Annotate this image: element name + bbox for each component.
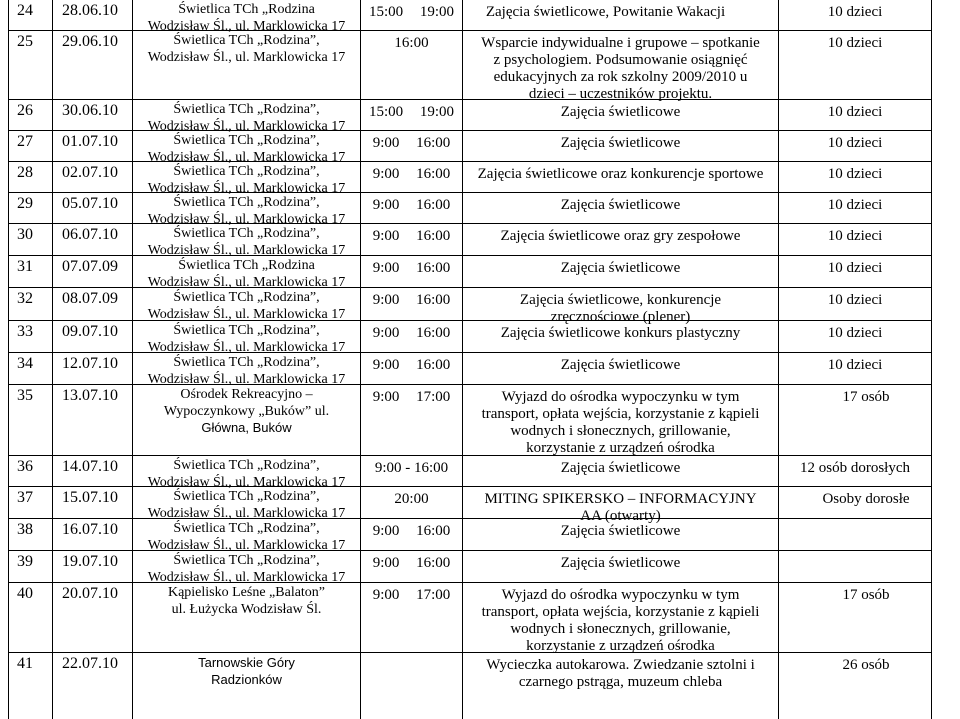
row-number: 37: [9, 487, 53, 518]
location-line: Tarnowskie Góry: [198, 655, 295, 670]
activity-line: Zajęcia świetlicowe: [560, 523, 681, 539]
participants-cell: 10 dzieci: [827, 135, 883, 151]
location-line: Wodzisław Śl., ul. Marklowicka 17: [147, 242, 346, 258]
activity-cell: [463, 131, 779, 161]
participants-cell: 10 dzieci: [827, 357, 883, 373]
participants-cell: 10 dzieci: [827, 325, 883, 341]
activity-line: Zajęcia świetlicowe, Powitanie Wakacji: [485, 4, 726, 20]
participants-cell: 10 dzieci: [827, 260, 883, 276]
table-row: [9, 583, 931, 653]
time-cell: 15:00 19:00: [361, 0, 463, 30]
location-cell: [133, 131, 361, 165]
activity-line: MITING SPIKERSKO – INFORMACYJNY: [484, 491, 757, 507]
row-number: 40: [9, 583, 53, 652]
activity-cell: [463, 162, 779, 192]
time-cell: 9:00 17:00: [361, 583, 463, 652]
location-line: Radzionków: [211, 671, 282, 687]
location-line: Wodzisław Śl., ul. Marklowicka 17: [147, 339, 346, 355]
activity-line: Zajęcia świetlicowe konkurs plastyczny: [500, 325, 741, 341]
row-number: 30: [9, 224, 53, 255]
location-cell: [133, 256, 361, 290]
time-cell: 9:00 16:00: [361, 131, 463, 161]
time-cell: 9:00 17:00: [361, 385, 463, 455]
location-line: Świetlica TCh „Rodzina”,: [173, 323, 320, 338]
location-line: Wodzisław Śl., ul. Marklowicka 17: [147, 537, 346, 553]
table-row: [9, 0, 931, 34]
activity-line: Zajęcia świetlicowe oraz konkurencje sportowe: [477, 166, 764, 182]
time-cell: 9:00 16:00: [361, 224, 463, 255]
row-date: 13.07.10: [53, 385, 133, 455]
location-line: Wodzisław Śl., ul. Marklowicka 17: [147, 18, 346, 34]
row-date: 20.07.10: [53, 583, 133, 652]
participants-cell: 10 dzieci: [827, 4, 883, 20]
row-number: 29: [9, 193, 53, 223]
location-cell: [133, 456, 361, 490]
location-cell: [133, 519, 361, 553]
activity-cell: [463, 456, 779, 486]
activity-line: wodnych i słonecznych, grillowanie,: [510, 423, 731, 439]
participants-cell: 10 dzieci: [827, 104, 883, 120]
row-date: 28.06.10: [53, 0, 133, 30]
activity-line: transport, opłata wejścia, korzystanie z kąpieli: [481, 406, 760, 422]
participants-cell: 26 osób: [842, 657, 890, 673]
row-number: 41: [9, 653, 53, 719]
table-row: [9, 487, 931, 524]
location-line: Świetlica TCh „Rodzina”,: [173, 133, 320, 148]
time-cell: 9:00 16:00: [361, 353, 463, 384]
location-line: Wodzisław Śl., ul. Marklowicka 17: [147, 274, 346, 290]
activity-line: Wsparcie indywidualne i grupowe – spotkanie: [481, 35, 760, 51]
location-line: Główna, Buków: [201, 420, 292, 435]
row-date: 08.07.09: [53, 288, 133, 320]
table-row: [9, 456, 931, 490]
location-cell: [133, 224, 361, 258]
activity-line: edukacyjnych za rok szkolny 2009/2010 u: [493, 69, 748, 85]
participants-cell: 10 dzieci: [827, 35, 883, 51]
location-line: Wodzisław Śl., ul. Marklowicka 17: [147, 49, 346, 65]
row-date: 05.07.10: [53, 193, 133, 223]
activity-line: AA (otwarty): [580, 508, 661, 524]
row-number: 35: [9, 385, 53, 455]
activity-cell: [463, 487, 779, 524]
time-cell: 9:00 16:00: [361, 519, 463, 550]
row-date: 16.07.10: [53, 519, 133, 550]
location-line: Świetlica TCh „Rodzina”,: [173, 355, 320, 370]
location-line: Kąpielisko Leśne „Balaton”: [167, 585, 326, 600]
activity-line: Wyjazd do ośrodka wypoczynku w tym: [501, 587, 740, 603]
location-line: Świetlica TCh „Rodzina”,: [173, 489, 320, 504]
activity-line: Wyjazd do ośrodka wypoczynku w tym: [501, 389, 740, 405]
activity-line: korzystanie z urządzeń ośrodka: [526, 638, 715, 654]
activity-line: Zajęcia świetlicowe: [560, 135, 681, 151]
time-cell: 9:00 16:00: [361, 193, 463, 223]
location-line: Wodzisław Śl., ul. Marklowicka 17: [147, 180, 346, 196]
activity-line: Zajęcia świetlicowe: [560, 260, 681, 276]
time-cell: [361, 653, 463, 719]
table-row: [9, 321, 931, 353]
location-line: Wodzisław Śl., ul. Marklowicka 17: [147, 118, 346, 134]
location-line: Wodzisław Śl., ul. Marklowicka 17: [147, 371, 346, 387]
location-line: Świetlica TCh „Rodzina”,: [173, 102, 320, 117]
time-cell: 9:00 16:00: [361, 321, 463, 352]
activity-cell: [463, 653, 779, 719]
activity-cell: [463, 321, 779, 352]
activity-cell: [463, 551, 779, 582]
activity-cell: [463, 583, 779, 652]
activity-line: Wycieczka autokarowa. Zwiedzanie sztolni i: [486, 657, 755, 673]
table-row: [9, 288, 931, 325]
activity-cell: [463, 193, 779, 223]
location-cell: [133, 31, 361, 99]
location-line: Świetlica TCh „Rodzina: [178, 2, 315, 17]
location-line: Świetlica TCh „Rodzina”,: [173, 195, 320, 210]
table-row: [9, 653, 931, 719]
table-row: [9, 224, 931, 256]
activity-cell: [463, 519, 779, 550]
location-line: Świetlica TCh „Rodzina”,: [173, 290, 320, 305]
activity-cell: [463, 0, 779, 30]
activity-line: Zajęcia świetlicowe: [560, 197, 681, 213]
activity-cell: [463, 31, 779, 102]
location-line: Świetlica TCh „Rodzina”,: [173, 458, 320, 473]
time-cell: 9:00 16:00: [361, 256, 463, 287]
row-date: 01.07.10: [53, 131, 133, 161]
location-line: Wodzisław Śl., ul. Marklowicka 17: [147, 474, 346, 490]
row-number: 26: [9, 100, 53, 130]
location-cell: [133, 100, 361, 134]
activity-line: Zajęcia świetlicowe: [560, 357, 681, 373]
schedule-table: [8, 0, 932, 719]
time-cell: 16:00: [361, 31, 463, 99]
participants-cell: 10 dzieci: [827, 166, 883, 182]
location-cell: [133, 0, 361, 34]
row-date: 30.06.10: [53, 100, 133, 130]
activity-line: zręcznościowe (plener): [550, 309, 691, 325]
participants-cell: 17 osób: [842, 587, 890, 603]
location-cell: [133, 162, 361, 196]
row-number: 39: [9, 551, 53, 582]
time-cell: 20:00: [361, 487, 463, 518]
location-line: Wodzisław Śl., ul. Marklowicka 17: [147, 306, 346, 322]
row-number: 31: [9, 256, 53, 287]
table-row: [9, 131, 931, 165]
time-cell: 9:00 16:00: [361, 288, 463, 320]
table-row: [9, 100, 931, 134]
row-date: 14.07.10: [53, 456, 133, 486]
row-date: 09.07.10: [53, 321, 133, 352]
participants-cell: 10 dzieci: [827, 197, 883, 213]
table-row: [9, 385, 931, 456]
activity-line: transport, opłata wejścia, korzystanie z kąpieli: [481, 604, 760, 620]
table-row: [9, 162, 931, 196]
row-date: 15.07.10: [53, 487, 133, 518]
table-row: [9, 353, 931, 385]
row-date: 06.07.10: [53, 224, 133, 255]
row-date: 07.07.09: [53, 256, 133, 287]
row-number: 32: [9, 288, 53, 320]
activity-line: dzieci – uczestników projektu.: [528, 86, 713, 102]
location-line: Świetlica TCh „Rodzina”,: [173, 164, 320, 179]
time-cell: 9:00 16:00: [361, 551, 463, 582]
time-cell: 9:00 - 16:00: [361, 456, 463, 486]
table-row: [9, 551, 931, 583]
activity-line: z psychologiem. Podsumowanie osiągnięć: [493, 52, 748, 68]
location-line: Świetlica TCh „Rodzina”,: [173, 553, 320, 568]
location-cell: [133, 288, 361, 320]
location-cell: [133, 321, 361, 355]
activity-line: Zajęcia świetlicowe, konkurencje: [519, 292, 722, 308]
activity-cell: [463, 288, 779, 325]
participants-cell: 10 dzieci: [827, 292, 883, 308]
activity-line: Zajęcia świetlicowe: [560, 555, 681, 571]
row-number: 33: [9, 321, 53, 352]
location-line: Świetlica TCh „Rodzina”,: [173, 226, 320, 241]
location-cell: [133, 193, 361, 227]
time-cell: 9:00 16:00: [361, 162, 463, 192]
participants-cell: 12 osób dorosłych: [800, 460, 910, 476]
location-cell: [133, 551, 361, 585]
row-date: 19.07.10: [53, 551, 133, 582]
location-line: Świetlica TCh „Rodzina”,: [173, 521, 320, 536]
location-line: Wodzisław Śl., ul. Marklowicka 17: [147, 569, 346, 585]
row-number: 27: [9, 131, 53, 161]
activity-cell: [463, 100, 779, 130]
activity-line: Zajęcia świetlicowe: [560, 460, 681, 476]
table-row: [9, 519, 931, 551]
table-row: [9, 256, 931, 288]
location-line: Wypoczynkowy „Buków” ul.: [163, 403, 330, 419]
location-line: Świetlica TCh „Rodzina”,: [173, 33, 320, 48]
activity-cell: [463, 224, 779, 255]
row-date: 02.07.10: [53, 162, 133, 192]
location-line: ul. Łużycka Wodzisław Śl.: [171, 601, 322, 617]
activity-line: korzystanie z urządzeń ośrodka: [526, 440, 715, 456]
location-cell: [133, 583, 361, 652]
row-number: 24: [9, 0, 53, 30]
location-cell: [133, 385, 361, 455]
activity-cell: [463, 353, 779, 384]
location-cell: [133, 353, 361, 387]
location-line: Ośrodek Rekreacyjno –: [180, 387, 313, 402]
location-line: Wodzisław Śl., ul. Marklowicka 17: [147, 149, 346, 165]
row-number: 38: [9, 519, 53, 550]
location-line: Wodzisław Śl., ul. Marklowicka 17: [147, 211, 346, 227]
location-cell: [133, 487, 361, 521]
participants-cell: 17 osób: [842, 389, 890, 405]
row-number: 34: [9, 353, 53, 384]
activity-line: Zajęcia świetlicowe oraz gry zespołowe: [500, 228, 741, 244]
location-cell: [133, 653, 361, 719]
time-cell: 15:00 19:00: [361, 100, 463, 130]
row-number: 25: [9, 31, 53, 99]
activity-line: wodnych i słonecznych, grillowanie,: [510, 621, 731, 637]
location-line: Świetlica TCh „Rodzina: [178, 258, 315, 273]
activity-line: czarnego pstrąga, muzeum chleba: [518, 674, 723, 690]
participants-cell: Osoby dorosłe: [822, 491, 910, 507]
table-row: [9, 193, 931, 227]
participants-cell: 10 dzieci: [827, 228, 883, 244]
row-date: 12.07.10: [53, 353, 133, 384]
participants-cell: [779, 551, 931, 582]
table-row: [9, 31, 931, 100]
row-date: 22.07.10: [53, 653, 133, 719]
row-number: 28: [9, 162, 53, 192]
activity-line: Zajęcia świetlicowe: [560, 104, 681, 120]
location-line: Wodzisław Śl., ul. Marklowicka 17: [147, 505, 346, 521]
activity-cell: [463, 256, 779, 287]
row-number: 36: [9, 456, 53, 486]
activity-cell: [463, 385, 779, 455]
participants-cell: [779, 519, 931, 550]
row-date: 29.06.10: [53, 31, 133, 99]
